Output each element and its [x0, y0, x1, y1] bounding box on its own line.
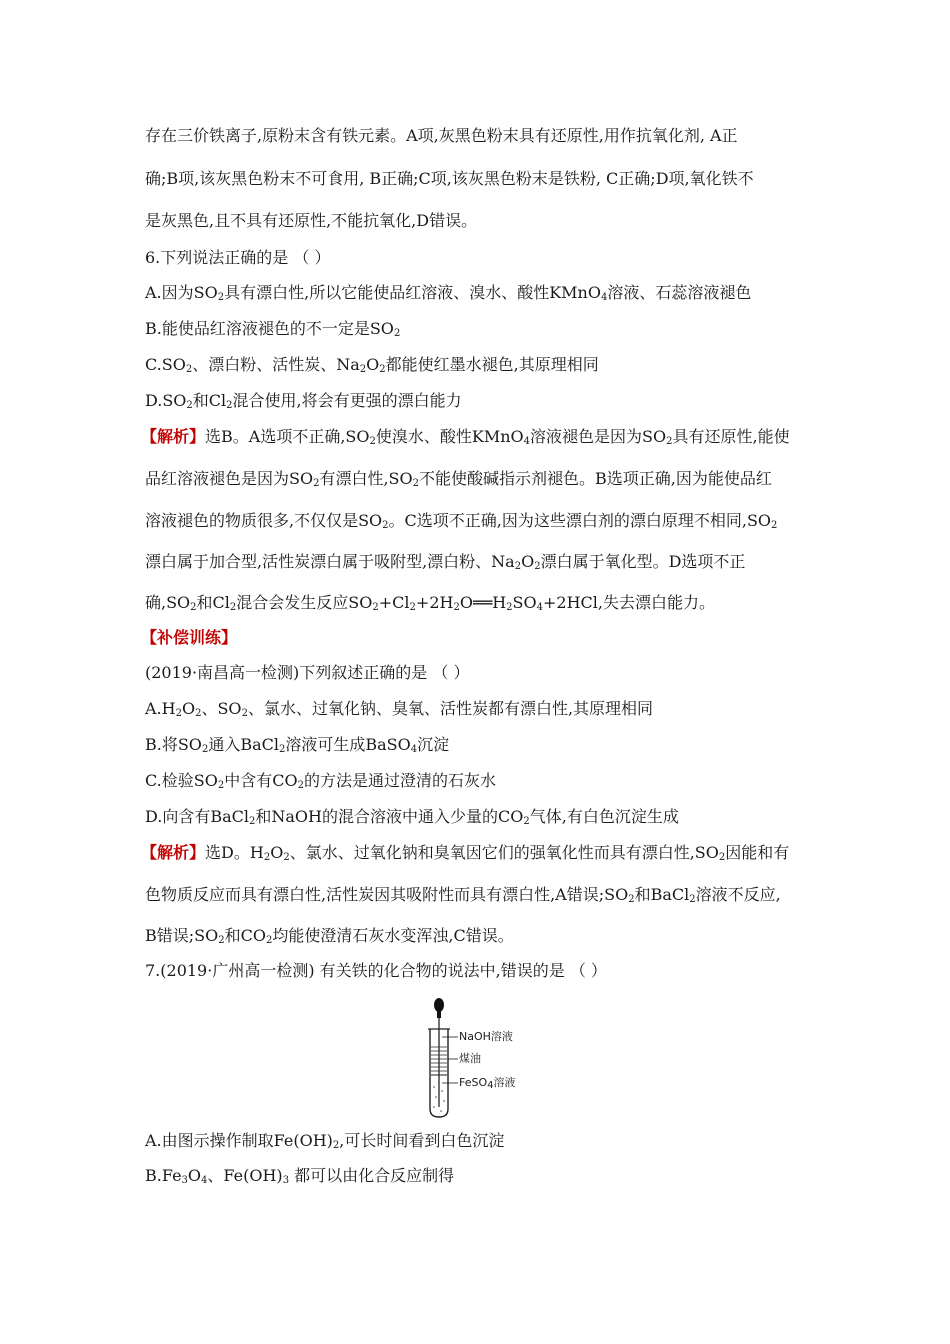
supplement-option-c: C.检验$SO_2$中含有$CO_2$的方法是通过澄清的石灰水	[145, 771, 496, 791]
supplement-option-a: $A.H_2O_2$、$SO_2$、氯水、过氧化钠、臭氧、活性炭都有漂白性,其原理相同	[145, 699, 654, 719]
test-tube-dropper-icon	[428, 995, 538, 1119]
text-line: 存在三价铁离子,原粉末含有铁元素。A项,灰黑色粉末具有还原性,用作抗氧化剂, A正	[145, 126, 738, 145]
question-6-analysis-line: 品红溶液褪色是因为$SO_2$有漂白性$,SO_2$不能使酸碱指示剂褪色。B选项正确,因为能使品红	[145, 469, 772, 489]
question-7-stem: 7.(2019·广州高一检测) 有关铁的化合物的说法中,错误的是 （ ）	[145, 961, 607, 980]
question-6-analysis-line: 溶液褪色的物质很多,不仅仅是$SO_2$。C选项不正确,因为这些漂白剂的漂白原理不相同$,SO_2$	[145, 511, 778, 531]
question-6-analysis-line: 【解析】选B。A选项不正确$,SO_2$使溴水、酸性KMnO$_4$溶液褪色是因为$SO_2$具有还原性,能使	[141, 427, 790, 447]
supplement-analysis-line: B错误$;SO_2$和$CO_2$均能使澄清石灰水变浑浊,C错误。	[145, 926, 514, 946]
supplement-analysis-line: 色物质反应而具有漂白性,活性炭因其吸附性而具有漂白性,A错误$;SO_2$和BaCl$_2$溶液不反应,	[145, 885, 781, 905]
question-6-analysis-line: 漂白属于加合型,活性炭漂白属于吸附型,漂白粉、$Na_2O_2$漂白属于氧化型。D选项不正	[145, 552, 746, 572]
analysis-tag: 【解析】	[141, 843, 206, 862]
question-7-option-a: A.由图示操作制取$Fe(OH)_2$,可长时间看到白色沉淀	[145, 1131, 505, 1151]
question-6-stem: 6.下列说法正确的是 （ ）	[145, 248, 331, 267]
question-6-analysis-line: 确$,SO_2$和$Cl_2$混合会发生反应$SO_2+Cl_2+2H_2O══H_2SO_4+2HCl$,失去漂白能力。	[145, 593, 715, 613]
supplement-stem: (2019·南昌高一检测)下列叙述正确的是 （ ）	[145, 663, 470, 682]
question-6-option-a: A.因为$SO_2$具有漂白性,所以它能使品红溶液、溴水、酸性KMnO$_4$溶液、石蕊溶液褪色	[145, 283, 752, 303]
text-line: 是灰黑色,且不具有还原性,不能抗氧化,D错误。	[145, 211, 478, 230]
question-6-option-d: $D.SO_2$和$Cl_2$混合使用,将会有更强的漂白能力	[145, 391, 462, 411]
supplement-option-d: D.向含有BaCl$_2$和NaOH的混合溶液中通入少量的$CO_2$气体,有白色沉淀生成	[145, 807, 679, 827]
question-6-option-c: $C.SO_2$、漂白粉、活性炭、$Na_2O_2$都能使红墨水褪色,其原理相同	[145, 355, 599, 375]
test-tube-figure	[428, 995, 538, 1119]
question-7-option-b: $B.Fe_3O_4$、$Fe(OH)_3$ 都可以由化合反应制得	[145, 1166, 455, 1186]
supplement-option-b: B.将$SO_2$通入BaCl$_2$溶液可生成BaSO$_4$沉淀	[145, 735, 450, 755]
feso4-label: FeSO$_4$溶液	[459, 1076, 516, 1091]
supplement-tag: 【补偿训练】	[141, 628, 238, 647]
supplement-analysis-line: 【解析】选D。$H_2O_2$、氯水、过氧化钠和臭氧因它们的强氧化性而具有漂白性$,SO_2$因能和有	[141, 843, 790, 863]
question-6-option-b: B.能使品红溶液褪色的不一定是$SO_2$	[145, 319, 401, 339]
analysis-tag: 【解析】	[141, 427, 206, 446]
kerosene-label: 煤油	[459, 1052, 481, 1065]
text-line: 确;B项,该灰黑色粉末不可食用, B正确;C项,该灰黑色粉末是铁粉, C正确;D项,氧化铁不	[145, 169, 754, 188]
naoh-label: NaOH溶液	[459, 1030, 513, 1043]
